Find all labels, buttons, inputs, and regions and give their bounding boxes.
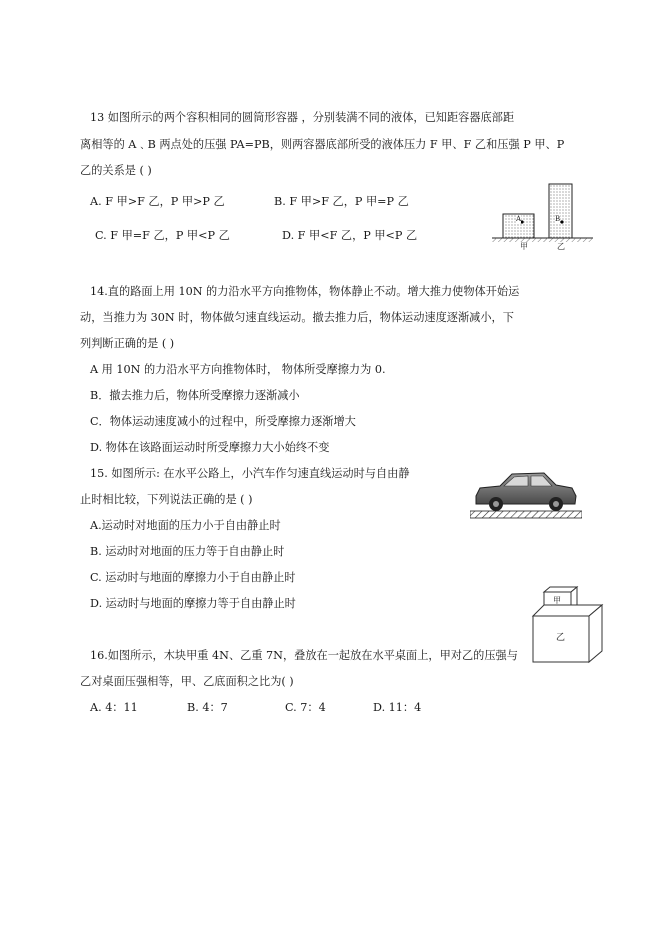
q16-option-b: B. 4：7 xyxy=(187,701,228,714)
q15-stem-line2: 止时相比较，下列说法正确的是 ( ) xyxy=(80,493,253,506)
q15-car-figure xyxy=(470,466,582,520)
q16-blocks-figure xyxy=(528,586,608,666)
q16-option-d: D. 11：4 xyxy=(373,701,422,714)
q14-option-b: B．撤去推力后，物体所受摩擦力逐渐减小 xyxy=(90,389,300,402)
q13-stem-line3: 乙的关系是 ( ) xyxy=(80,164,152,177)
q13-point-b-label: B xyxy=(555,215,561,223)
q13-point-a-label: A xyxy=(516,215,522,223)
q16-option-c: C. 7：4 xyxy=(285,701,326,714)
q13-option-b: B. F 甲>F 乙，P 甲=P 乙 xyxy=(274,195,409,208)
q15-option-d: D. 运动时与地面的摩擦力等于自由静止时 xyxy=(90,597,296,610)
q15-option-b: B. 运动时对地面的压力等于自由静止时 xyxy=(90,545,285,558)
q16-block-yi-label: 乙 xyxy=(556,633,566,643)
q16-block-jia-label: 甲 xyxy=(553,596,561,605)
q13-option-c: C. F 甲=F 乙，P 甲<P 乙 xyxy=(95,229,230,242)
q14-option-c: C．物体运动速度减小的过程中，所受摩擦力逐渐增大 xyxy=(90,415,356,428)
q13-option-a: A. F 甲>F 乙，P 甲>P 乙 xyxy=(90,195,225,208)
q14-option-d: D. 物体在该路面运动时所受摩擦力大小始终不变 xyxy=(90,441,330,454)
q16-stem-line1: 16.如图所示，木块甲重 4N、乙重 7N，叠放在一起放在水平桌面上，甲对乙的压强与 xyxy=(90,649,518,662)
q15-stem-line1: 15. 如图所示: 在水平公路上，小汽车作匀速直线运动时与自由静 xyxy=(90,467,410,480)
q13-stem-line1: 13 如图所示的两个容积相同的圆筒形容器 ，分别装满不同的液体，已知距容器底部距 xyxy=(90,111,515,124)
q15-option-a: A.运动时对地面的压力小于自由静止时 xyxy=(90,519,281,532)
q13-option-d: D. F 甲<F 乙，P 甲<P 乙 xyxy=(282,229,418,242)
q14-stem-line1: 14.直的路面上用 10N 的力沿水平方向推物体，物体静止不动。增大推力使物体开始运 xyxy=(90,285,520,298)
q13-label-yi: 乙 xyxy=(557,242,565,251)
q16-option-a: A. 4：11 xyxy=(90,701,138,714)
q14-stem-line3: 列判断正确的是 ( ) xyxy=(80,337,175,350)
q15-option-c: C. 运动时与地面的摩擦力小于自由静止时 xyxy=(90,571,296,584)
q13-containers-figure xyxy=(490,182,595,254)
q14-option-a: A 用 10N 的力沿水平方向推物体时， 物体所受摩擦力为 0. xyxy=(90,363,386,376)
q16-stem-line2: 乙对桌面压强相等，甲、乙底面积之比为( ) xyxy=(80,675,294,688)
q14-stem-line2: 动，当推力为 30N 时，物体做匀速直线运动。撤去推力后，物体运动速度逐渐减小，下 xyxy=(80,311,514,324)
q13-stem-line2: 离相等的 A﹑B 两点处的压强 PA=PB，则两容器底部所受的液体压力 F 甲、F 乙和压强 P 甲、P xyxy=(80,138,565,151)
q13-label-jia: 甲 xyxy=(520,242,528,251)
